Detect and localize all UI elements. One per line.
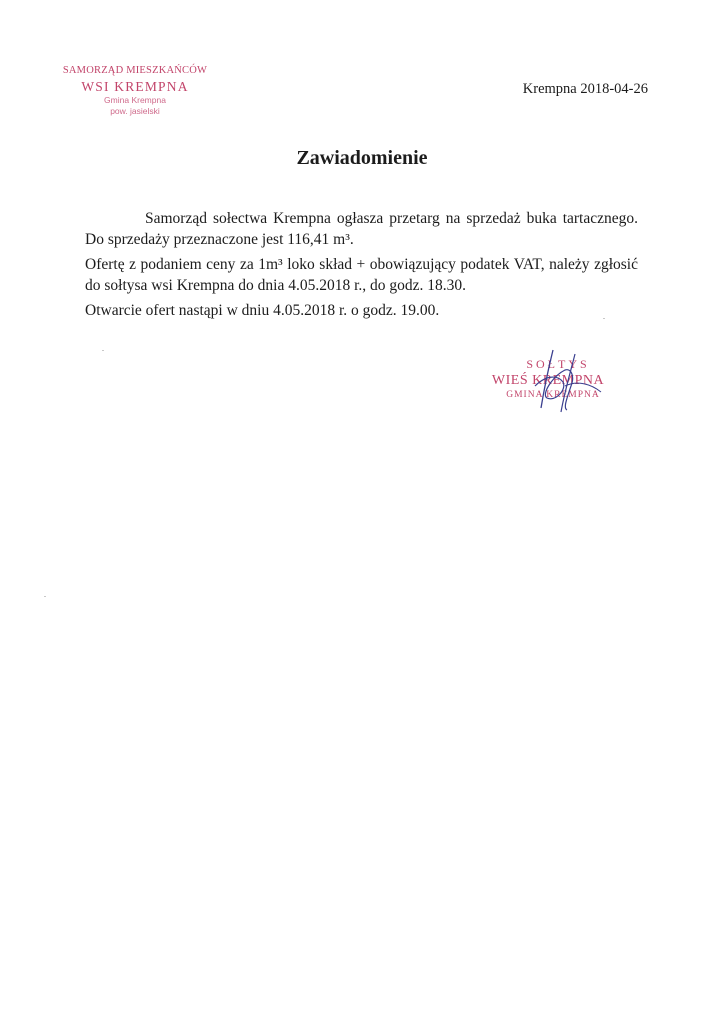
scan-speck	[44, 596, 46, 597]
paragraph-opening: Otwarcie ofert nastąpi w dniu 4.05.2018 r. o godz. 19.00.	[85, 302, 440, 319]
stamp-line-1: SAMORZĄD MIESZKAŃCÓW	[62, 65, 208, 76]
document-title: Zawiadomienie	[296, 147, 428, 169]
stamp-line-2: WSI KREMPNA	[81, 78, 189, 94]
council-stamp	[60, 66, 210, 117]
stamp-line-4: pow. jasielski	[110, 105, 160, 116]
scan-speck	[603, 318, 605, 319]
handwritten-signature	[505, 346, 615, 416]
paragraph-offer: Ofertę z podaniem ceny za 1m³ loko skład + obowiązujący podatek VAT, należy zgłosić do sołtysa wsi Krempna do dnia 4.05.2018 r., do godz. 18.30.	[85, 256, 638, 294]
sign-stamp-line-1: SOŁTYS	[526, 357, 590, 371]
sign-stamp-line-2: WIEŚ KREMPNA	[491, 373, 605, 388]
sign-stamp-line-3: GMINA KREMPNA	[506, 390, 600, 400]
place-and-date: Krempna 2018-04-26	[522, 81, 648, 97]
scan-speck	[102, 350, 104, 351]
stamp-line-3: Gmina Krempna	[104, 95, 166, 105]
paragraph-tender: Samorząd sołectwa Krempna ogłasza przetarg na sprzedaż buka tartacznego. Do sprzedaży przeznaczone jest 116,41 m³.	[85, 210, 638, 248]
